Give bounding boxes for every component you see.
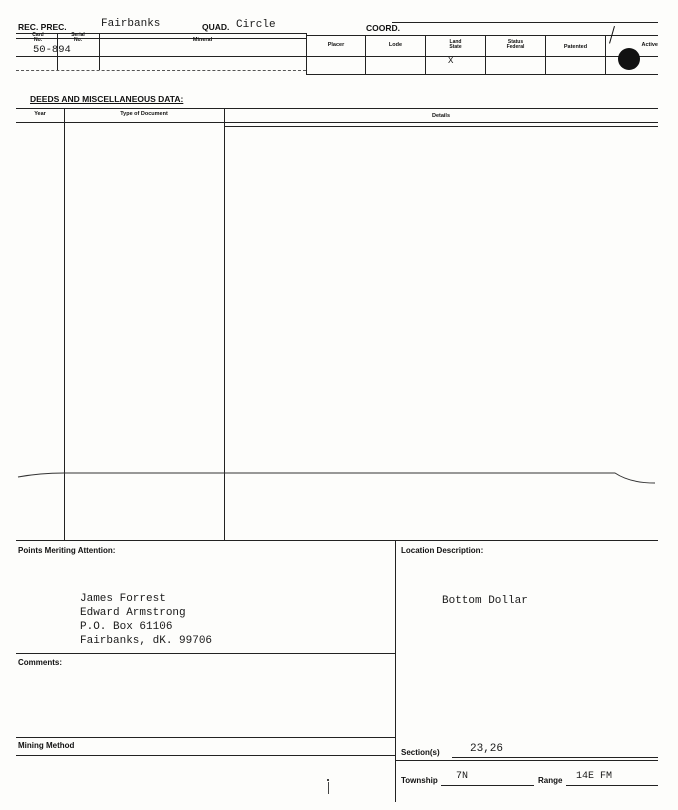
state-mark: X xyxy=(448,56,454,66)
range-value: 14E FM xyxy=(576,771,613,782)
deeds-col-type: Type of Document xyxy=(120,111,168,117)
rec-prec-label: REC. PREC. xyxy=(18,22,67,32)
owner-address-block xyxy=(80,592,212,648)
location-description-value: Bottom Dollar xyxy=(442,595,528,607)
col-land-state: Land State xyxy=(449,39,462,50)
comments-top xyxy=(16,653,395,654)
col-lode: Lode xyxy=(388,42,403,48)
deeds-col-year: Year xyxy=(34,111,46,117)
stray-mark xyxy=(328,782,329,794)
col-serial-no: Serial No. xyxy=(71,32,85,43)
card-serial-value: 50-894 xyxy=(33,44,71,56)
mining-method-label: Mining Method xyxy=(18,741,75,750)
lower-section-divider xyxy=(395,540,396,802)
claim-col-div-4 xyxy=(365,35,366,74)
mining-method-top xyxy=(16,737,395,738)
section-row-bottom xyxy=(395,760,658,761)
section-value: 23,26 xyxy=(470,743,504,755)
deeds-header-bottom xyxy=(16,122,658,123)
header-rule-upper-right xyxy=(392,22,658,23)
paper-fold-line xyxy=(0,465,678,495)
claim-table-row-bottom xyxy=(16,56,658,57)
township-underline xyxy=(441,785,534,786)
coord-label: COORD. xyxy=(366,23,400,33)
comments-label: Comments: xyxy=(18,658,63,667)
claim-col-div-3 xyxy=(306,33,307,74)
location-description-label: Location Description: xyxy=(401,546,484,555)
address-line: Fairbanks, dK. 99706 xyxy=(80,635,213,647)
quad-label: QUAD. xyxy=(202,22,230,32)
claim-col-div-8 xyxy=(605,35,606,74)
claim-table-bottom xyxy=(16,70,306,71)
active-dot-icon xyxy=(618,48,640,70)
address-line: James Forrest xyxy=(80,593,166,605)
col-patented: Patented xyxy=(563,44,588,50)
rec-prec-value: Fairbanks xyxy=(101,18,161,30)
col-mineral: Mineral xyxy=(192,37,213,43)
deeds-col-details: Details xyxy=(431,113,451,119)
claim-col-div-7 xyxy=(545,35,546,74)
col-card-no: Card No. xyxy=(32,32,44,43)
township-value: 7N xyxy=(456,771,469,782)
address-line: P.O. Box 61106 xyxy=(80,621,173,633)
deeds-section-title: DEEDS AND MISCELLANEOUS DATA: xyxy=(30,94,184,104)
deeds-header-top xyxy=(16,108,658,109)
section-underline xyxy=(452,757,658,758)
quad-value: Circle xyxy=(236,19,276,31)
range-underline xyxy=(566,785,658,786)
section-label: Section(s) xyxy=(401,748,440,757)
mining-method-bottom xyxy=(16,755,395,756)
points-meriting-attention-label: Points Meriting Attention: xyxy=(18,546,116,555)
claim-table-bottom-right xyxy=(306,74,658,75)
range-label: Range xyxy=(538,776,563,785)
deeds-header-bottom-2 xyxy=(224,126,658,127)
lower-section-top xyxy=(16,540,658,541)
address-line: Edward Armstrong xyxy=(80,607,186,619)
township-label: Township xyxy=(401,776,438,785)
col-placer: Placer xyxy=(327,42,345,48)
col-active: Active xyxy=(641,42,658,48)
col-status-federal: Status Federal xyxy=(506,39,525,50)
stray-dot xyxy=(327,779,329,781)
